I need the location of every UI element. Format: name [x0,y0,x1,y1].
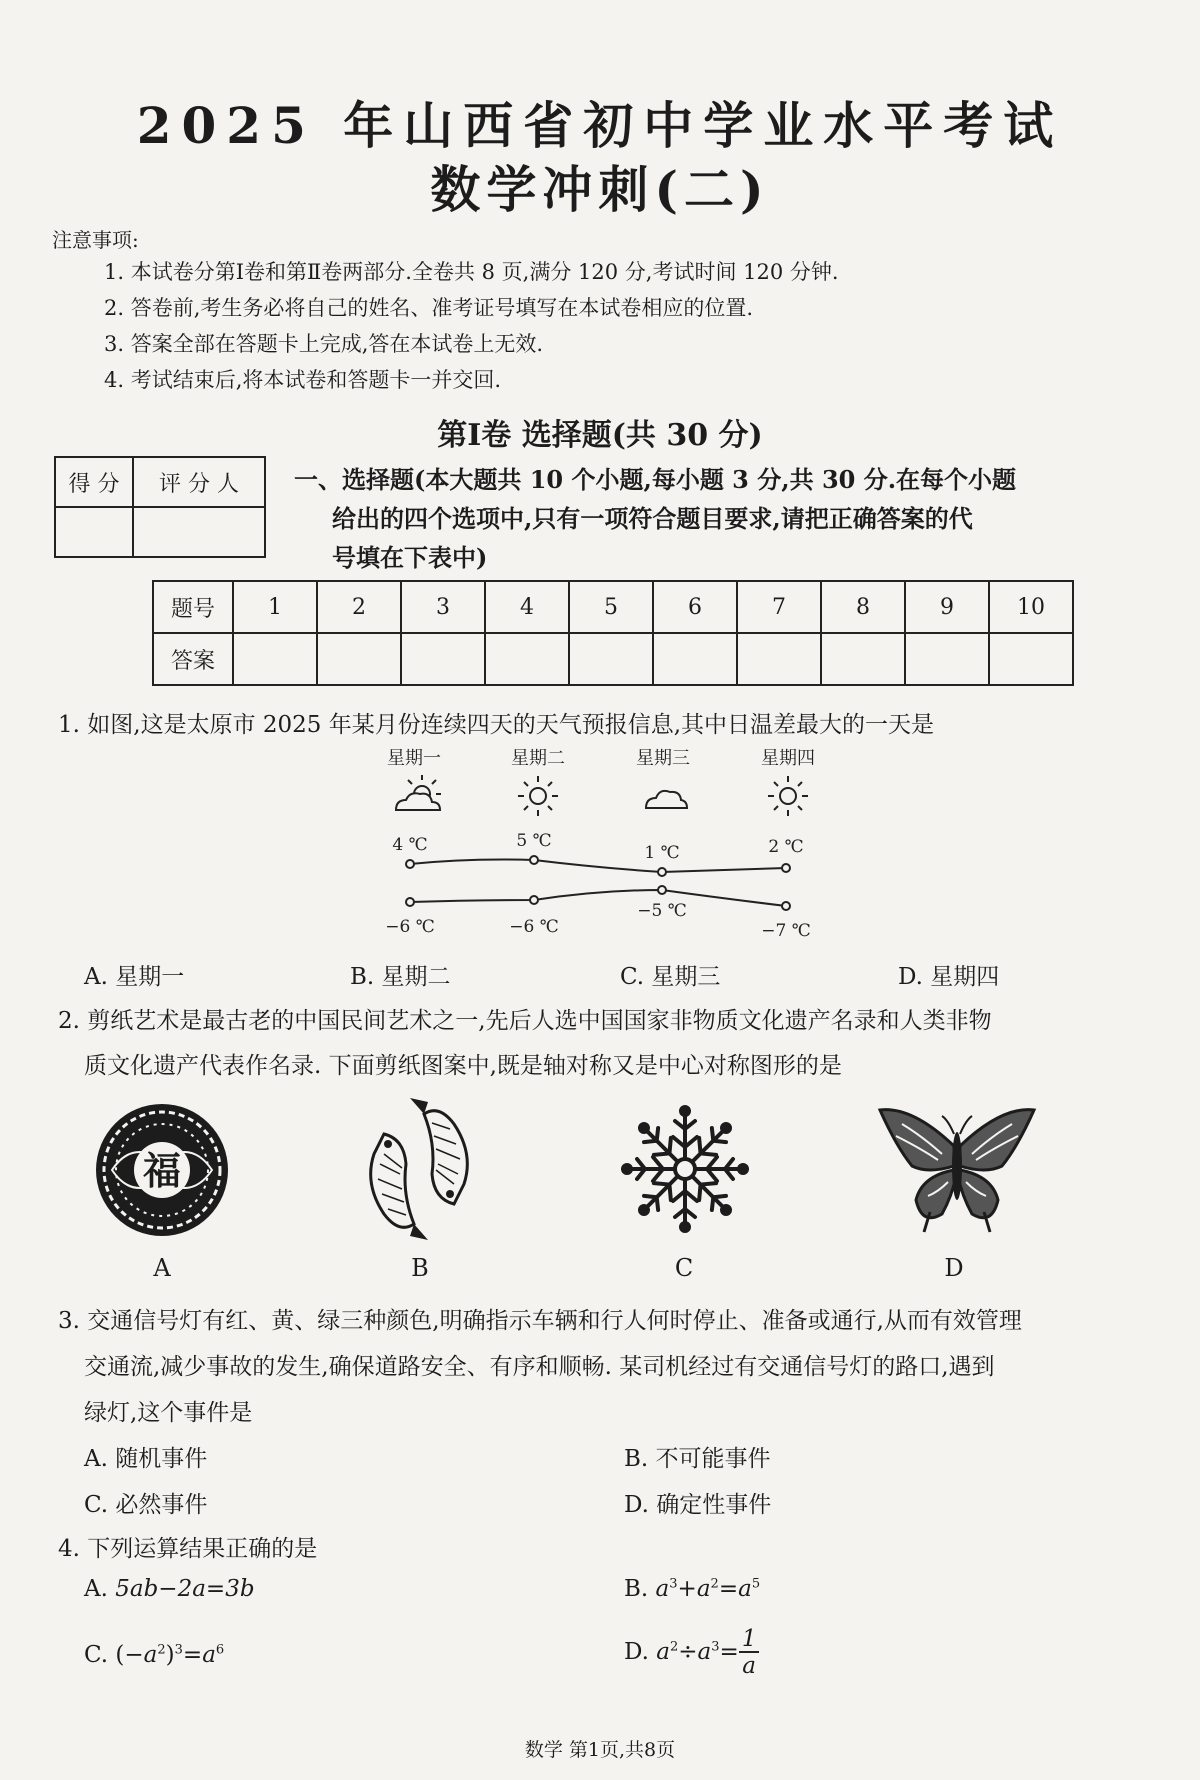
q1-option-c: C. 星期三 [620,964,721,990]
question-4-stem: 4. 下列运算结果正确的是 [58,1536,318,1562]
answer-cell[interactable] [317,633,401,685]
low-temp-point [782,902,790,910]
question-3-stem: 绿灯,这个事件是 [84,1400,253,1426]
q3-option-c: C. 必然事件 [84,1492,208,1518]
exam-title: 2025 年山西省初中学业水平考试 [136,96,1064,155]
question-3-stem: 3. 交通信号灯有红、黄、绿三种颜色,明确指示车辆和行人何时停止、准备或通行,从而有效管理 [58,1308,1022,1334]
section-intro: 给出的四个选项中,只有一项符合题目要求,请把正确答案的代 [332,504,973,533]
low-temp-point [530,896,538,904]
low-temp-label: −6 ℃ [385,917,435,937]
low-temp-point [406,898,414,906]
answer-cell[interactable] [821,633,905,685]
high-temp-line [410,860,786,873]
question-number: 10 [989,581,1073,633]
day-label: 星期一 [387,748,441,769]
q1-option-a: A. 星期一 [84,964,185,990]
question-number: 7 [737,581,821,633]
section-intro: 号填在下表中) [332,543,488,572]
notice-item: 4. 考试结束后,将本试卷和答题卡一并交回. [104,368,502,392]
answer-cell[interactable] [401,633,485,685]
answer-table [152,580,1074,686]
day-label: 星期四 [761,748,815,769]
papercut-butterfly-figure [872,1096,1042,1236]
notice-item: 3. 答案全部在答题卡上完成,答在本试卷上无效. [104,332,544,356]
answer-header: 答案 [153,633,233,685]
low-temp-label: −7 ℃ [761,921,811,941]
question-2-stem: 2. 剪纸艺术是最古老的中国民间艺术之一,先后人选中国国家非物质文化遗产名录和人类非物 [58,1008,992,1034]
question-number: 3 [401,581,485,633]
page-footer: 数学 第1页,共8页 [524,1739,676,1761]
day-label: 星期二 [511,748,565,769]
question-1-stem: 1. 如图,这是太原市 2025 年某月份连续四天的天气预报信息,其中日温差最大的一天是 [58,712,935,738]
grader-header: 评 分 人 [133,457,265,507]
day-label: 星期三 [636,748,690,769]
question-number: 9 [905,581,989,633]
papercut-snowflake-figure [620,1104,750,1234]
q3-option-b: B. 不可能事件 [624,1446,771,1472]
answer-cell[interactable] [233,633,317,685]
answer-cell[interactable] [737,633,821,685]
q3-option-a: A. 随机事件 [84,1446,208,1472]
answer-cell[interactable] [485,633,569,685]
high-temp-label: 5 ℃ [516,831,552,851]
answer-cell[interactable] [653,633,737,685]
sun-icon [518,776,558,816]
q1-option-d: D. 星期四 [898,964,1000,990]
notice-item: 2. 答卷前,考生务必将自己的姓名、准考证号填写在本试卷相应的位置. [104,296,754,320]
low-temp-point [658,886,666,894]
high-temp-label: 4 ℃ [392,835,428,855]
grader-cell[interactable] [133,507,265,557]
sun-icon [768,776,808,816]
answer-cell[interactable] [569,633,653,685]
question-3-stem: 交通流,减少事故的发生,确保道路安全、有序和顺畅. 某司机经过有交通信号灯的路口,遇到 [84,1354,995,1380]
answer-cell[interactable] [905,633,989,685]
low-temp-label: −6 ℃ [509,917,559,937]
question-number-header: 题号 [153,581,233,633]
question-number: 6 [653,581,737,633]
q1-option-b: B. 星期二 [350,964,451,990]
fu-character: 福 [142,1148,182,1193]
section-title: 第Ⅰ卷 选择题(共 30 分) [437,418,763,453]
q4-option-d: D. $a^2\div a^3=$ $\frac{1}{a}$ [624,1628,759,1678]
low-temp-label: −5 ℃ [637,901,687,921]
high-temp-point [530,856,538,864]
figure-label-a: A [153,1254,171,1282]
answer-cell[interactable] [989,633,1073,685]
question-number: 1 [233,581,317,633]
question-number: 2 [317,581,401,633]
papercut-fish-figure [354,1094,484,1244]
fraction: $\frac{1}{a}$ [739,1628,760,1678]
q4-option-c: C. $(-a^2)^3=a^6$ [84,1642,225,1668]
question-number: 8 [821,581,905,633]
section-intro: 一、选择题(本大题共 10 个小题,每小题 3 分,共 30 分.在每个小题 [294,465,1017,494]
question-2-stem: 质文化遗产代表作名录. 下面剪纸图案中,既是轴对称又是中心对称图形的是 [84,1053,842,1079]
notice-heading: 注意事项: [52,228,139,252]
high-temp-point [782,864,790,872]
high-temp-point [406,860,414,868]
partly-cloudy-icon [396,775,441,810]
papercut-fu-figure [92,1100,232,1240]
high-temp-label: 2 ℃ [768,837,804,857]
low-temp-line [410,890,786,906]
cloud-icon [646,791,687,808]
q4-option-a: A. 5ab−2a=3b [84,1576,255,1602]
q3-option-d: D. 确定性事件 [624,1492,772,1518]
high-temp-label: 1 ℃ [644,843,680,863]
q4-option-b: B. $a^3+a^2=a^5$ [624,1576,761,1602]
question-number: 4 [485,581,569,633]
question-number: 5 [569,581,653,633]
score-box [54,456,266,558]
figure-label-d: D [944,1254,964,1282]
figure-label-c: C [674,1254,694,1282]
high-temp-point [658,868,666,876]
score-cell[interactable] [55,507,133,557]
score-header: 得 分 [55,457,133,507]
figure-label-b: B [411,1254,429,1282]
weather-forecast-figure [370,740,850,950]
exam-subtitle: 数学冲刺(二) [430,160,770,219]
notice-item: 1. 本试卷分第Ⅰ卷和第Ⅱ卷两部分.全卷共 8 页,满分 120 分,考试时间 120 分钟. [104,260,839,284]
